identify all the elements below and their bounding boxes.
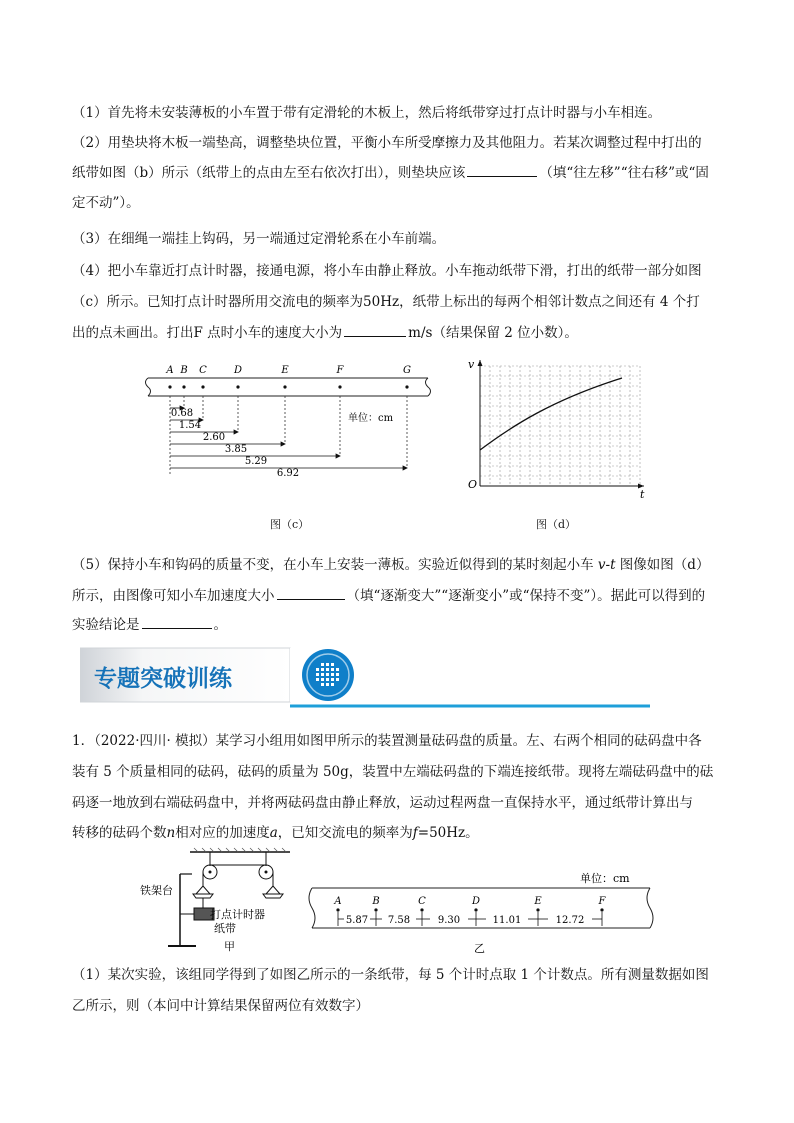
step-3: （3）在细绳一端挂上钩码，另一端通过定滑轮系在小车前端。	[72, 231, 446, 247]
q1-sub1-line-1: （1）某次实验，该组同学得到了如图乙所示的一条纸带，每 5 个计时点取 1 个计数点。所有测量数据如图	[72, 967, 709, 983]
q1-sub1-line-2: 乙所示，则（本问中计算结果保留两位有效数字）	[72, 998, 369, 1014]
axis-label-v: v	[468, 358, 475, 371]
yi-dot-d	[474, 908, 477, 911]
yi-dot-a	[336, 908, 339, 911]
yi-seg-ef: 12.72	[555, 915, 585, 926]
distance-af: 5.29	[244, 456, 268, 467]
point-label-b: B	[180, 365, 188, 376]
caption-yi: 乙	[474, 942, 485, 955]
vt-term: v-t	[597, 557, 616, 573]
unit-label-yi: 单位：cm	[580, 872, 630, 885]
q1-text-d: =50Hz。	[417, 825, 479, 841]
distance-ad: 2.60	[202, 432, 226, 443]
answer-blank-pad-position[interactable]	[467, 162, 537, 177]
step-4-line-2: （c）所示。已知打点计时器所用交流电的频率为50Hz，纸带上标出的每两个相邻计数点之间还有 4 个打	[72, 294, 700, 310]
var-a: a	[269, 825, 278, 841]
yi-seg-cd: 9.30	[437, 915, 461, 926]
answer-blank-conclusion[interactable]	[142, 614, 212, 629]
step-5-text-d: （填“逐渐变大”“逐渐变小”或“保持不变”）。据此可以得到的	[346, 588, 706, 604]
yi-label-f: F	[598, 896, 606, 907]
yi-label-c: C	[418, 896, 426, 907]
q1-line-4	[72, 820, 722, 846]
q1-line-1: 1．（2022·四川· 模拟）某学习小组用如图甲所示的装置测量砝码盘的质量。左、右两个相同的砝码盘中各	[72, 733, 702, 749]
vt-curve	[480, 378, 622, 450]
yi-label-e: E	[534, 896, 542, 907]
step-5-text-c: 所示，由图像可知小车加速度大小	[72, 588, 275, 604]
step-2-line-3: 定不动”）。	[72, 195, 140, 211]
yi-label-b: B	[372, 896, 380, 907]
label-tape: 纸带	[214, 922, 236, 935]
var-n: n	[166, 825, 176, 841]
step-5-text-a: （5）保持小车和钩码的质量不变，在小车上安装一薄板。实验近似得到的某时刻起小车	[72, 557, 598, 573]
caption-jia: 甲	[224, 940, 235, 953]
origin-label: O	[468, 478, 478, 491]
caption-figure-d: 图（d）	[536, 518, 577, 531]
distance-ac: 1.54	[178, 420, 202, 431]
tape-dot-e	[283, 385, 286, 388]
unit-label-c: 单位：cm	[348, 413, 394, 424]
yi-label-a: A	[334, 896, 342, 907]
step-1: （1）首先将未安装薄板的小车置于带有定滑轮的木板上，然后将纸带穿过打点计时器与小车相连。	[72, 105, 662, 121]
q1-text-a: 转移的砝码个数	[72, 825, 167, 841]
distance-ag: 6.92	[276, 468, 300, 479]
step-4-text-b: m/s（结果保留 2 位小数）。	[408, 325, 578, 341]
step-2-text-b: （填“往左移”“往右移”或“固	[539, 165, 709, 181]
q1-line-2: 装有 5 个质量相同的砝码，砝码的质量为 50g，装置中左端砝码盘的下端连接纸带。现将左端砝码盘中的砝	[72, 764, 714, 780]
section-banner	[80, 644, 650, 712]
point-label-g: G	[403, 365, 411, 376]
step-5-text-e: 实验结论是	[72, 617, 140, 633]
yi-seg-ab: 5.87	[345, 915, 369, 926]
banner-title: 专题突破训练	[94, 665, 232, 692]
figure-d-vt-graph	[462, 354, 652, 502]
tape-dot-b	[182, 385, 185, 388]
distance-ab: 0.68	[170, 408, 194, 419]
figure-jia-apparatus	[138, 846, 298, 956]
yi-label-d: D	[471, 896, 481, 907]
step-5-line-2	[72, 583, 722, 609]
tape-dot-d	[236, 385, 239, 388]
step-5-line-1	[72, 552, 722, 578]
figure-c-tape	[140, 358, 440, 493]
step-2-line-1: （2）用垫块将木板一端垫高，调整垫块位置，平衡小车所受摩擦力及其他阻力。若某次调整过程中打出的	[72, 135, 702, 151]
tape-dot-g	[405, 385, 408, 388]
axis-label-t: t	[640, 488, 645, 501]
figure-yi-tape	[304, 868, 656, 958]
point-label-e: E	[281, 365, 289, 376]
point-label-c: C	[199, 365, 207, 376]
yi-seg-de: 11.01	[492, 915, 522, 926]
step-2-text-a: 纸带如图（b）所示（纸带上的点由左至右依次打出），则垫块应该	[72, 165, 466, 181]
answer-blank-acceleration[interactable]	[277, 585, 345, 600]
var-f: f	[412, 825, 418, 841]
yi-dot-f	[600, 908, 603, 911]
step-2-line-2	[72, 160, 722, 186]
step-4-line-1: （4）把小车靠近打点计时器，接通电源，将小车由静止释放。小车拖动纸带下滑，打出的纸带一部分如图	[72, 263, 702, 279]
tape-dot-f	[338, 385, 341, 388]
answer-blank-speed[interactable]	[344, 322, 406, 337]
yi-seg-bc: 7.58	[387, 915, 411, 926]
q1-text-b: 相对应的加速度	[175, 825, 270, 841]
yi-dot-e	[536, 908, 539, 911]
tape-dot-c	[201, 385, 204, 388]
point-label-d: D	[233, 365, 243, 376]
tape-dot-a	[168, 385, 171, 388]
step-5-text-b: 图像如图（d）	[615, 557, 710, 573]
point-label-f: F	[336, 365, 344, 376]
banner-grid-icon	[302, 649, 354, 701]
q1-text-c: ，已知交流电的频率为	[277, 825, 413, 841]
caption-figure-c: 图（c）	[270, 518, 310, 531]
step-5-text-f: 。	[213, 617, 227, 633]
distance-ae: 3.85	[224, 444, 248, 455]
label-timer: 打点计时器	[210, 908, 265, 921]
step-4-line-3	[72, 320, 722, 346]
yi-dot-c	[420, 908, 423, 911]
yi-dot-b	[374, 908, 377, 911]
step-5-line-3	[72, 612, 722, 638]
q1-line-3: 码逐一地放到右端砝码盘中，并将两砝码盘由静止释放，运动过程两盘一直保持水平，通过纸带计算出与	[72, 795, 693, 811]
point-label-a: A	[166, 365, 174, 376]
step-4-text-a: 出的点未画出。打出F 点时小车的速度大小为	[72, 325, 343, 341]
label-iron-stand: 铁架台	[140, 884, 173, 897]
